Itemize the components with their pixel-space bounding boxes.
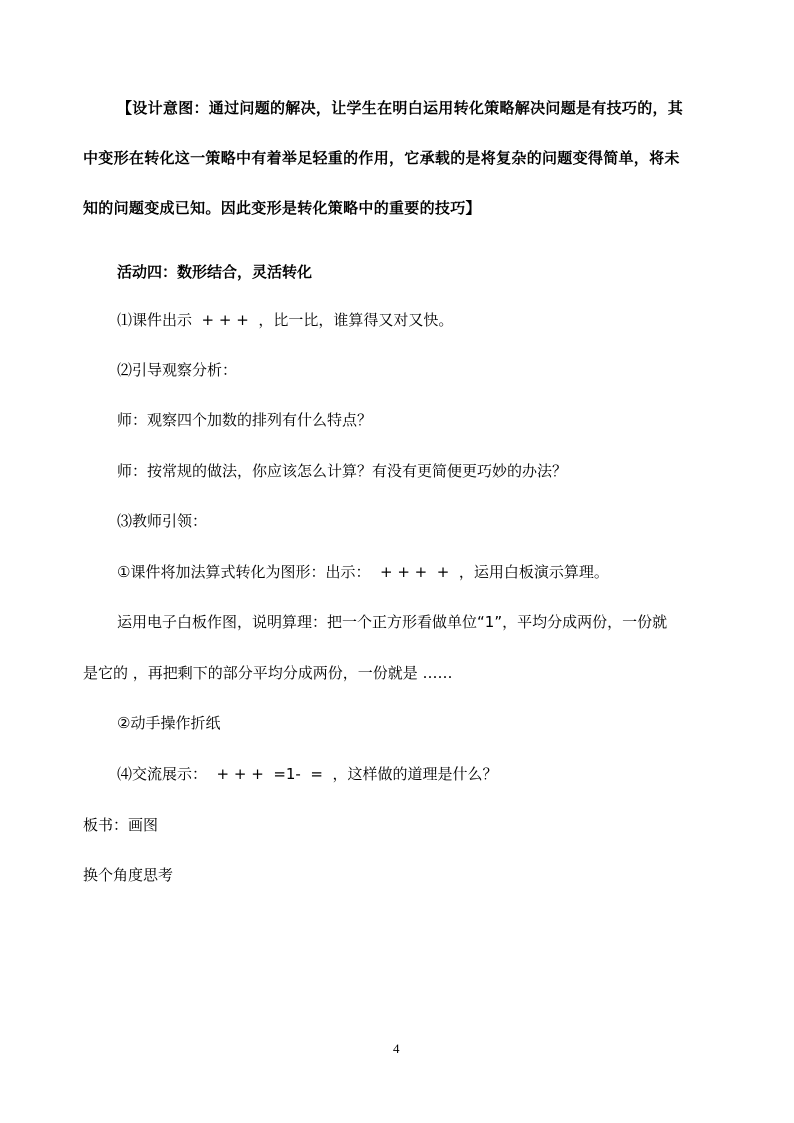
activity-heading: 活动四：数形结合，灵活转化 — [117, 263, 313, 281]
design-intent-line-1: 【设计意图：通过问题的解决，让学生在明白运用转化策略解决问题是有技巧的，其 — [117, 99, 684, 117]
design-intent-line-2: 中变形在转化这一策略中有着举足轻重的作用，它承载的是将复杂的问题变得简单，将未 — [83, 149, 680, 167]
paragraph-5: ⑶教师引领： — [117, 512, 208, 530]
paragraph-4: 师：按常规的做法，你应该怎么计算？有没有更简便更巧妙的办法？ — [117, 462, 568, 480]
paragraph-8: 是它的 ，再把剩下的部分平均分成两份，一份就是 …… — [83, 664, 453, 682]
paragraph-9: ②动手操作折纸 — [117, 714, 221, 732]
board-line-2: 换个角度思考 — [83, 866, 174, 884]
paragraph-1: ⑴课件出示 + + + ，比一比，谁算得又对又快。 — [117, 311, 454, 329]
paragraph-2: ⑵引导观察分析： — [117, 361, 238, 379]
board-line-1: 板书：画图 — [83, 816, 159, 834]
page-number: 4 — [393, 1041, 400, 1056]
paragraph-6: ①课件将加法算式转化为图形：出示： + + + + ，运用白板演示算理。 — [117, 563, 609, 581]
paragraph-3: 师：观察四个加数的排列有什么特点？ — [117, 411, 373, 429]
paragraph-10: ⑷交流展示： + + + =1- = ，这样做的道理是什么？ — [117, 765, 498, 783]
paragraph-7: 运用电子白板作图，说明算理：把一个正方形看做单位“1”，平均分成两份，一份就 — [117, 613, 668, 631]
design-intent-line-3: 知的问题变成已知。因此变形是转化策略中的重要的技巧】 — [83, 199, 481, 217]
